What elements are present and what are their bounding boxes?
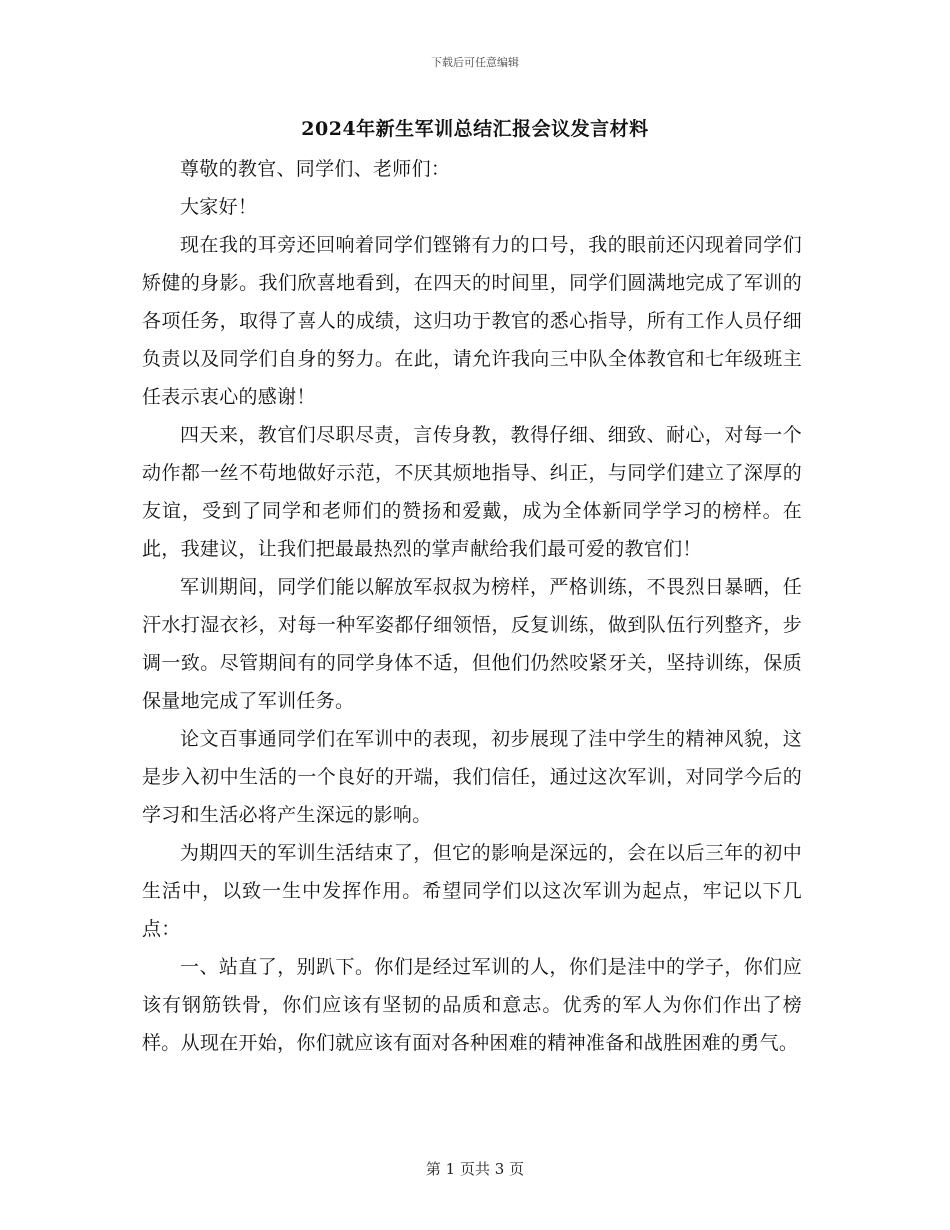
document-body	[142, 150, 802, 1062]
paragraph: 四天来，教官们尽职尽责，言传身教，教得仔细、细致、耐心，对每一个动作都一丝不苟地做好示范，不厌其烦地指导、纠正，与同学们建立了深厚的友谊，受到了同学和老师们的赞扬和爱戴，成为全体新同学学习的榜样。在此，我建议，让我们把最最热烈的掌声献给我们最可爱的教官们！	[142, 424, 802, 560]
paragraph-greeting: 大家好！	[180, 196, 258, 218]
paragraph-salutation: 尊敬的教官、同学们、老师们：	[180, 158, 451, 180]
paragraph: 为期四天的军训生活结束了，但它的影响是深远的，会在以后三年的初中生活中，以致一生中发挥作用。希望同学们以这次军训为起点，牢记以下几点：	[142, 842, 802, 940]
paragraph: 军训期间，同学们能以解放军叔叔为榜样，严格训练，不畏烈日暴晒，任汗水打湿衣衫，对每一种军姿都仔细领悟，反复训练，做到队伍行列整齐，步调一致。尽管期间有的同学身体不适，但他们仍然咬紧牙关，坚持训练，保质保量地完成了军训任务。	[142, 576, 802, 712]
document-title: 2024年新生军训总结汇报会议发言材料	[301, 118, 649, 140]
paragraph: 现在我的耳旁还回响着同学们铿锵有力的口号，我的眼前还闪现着同学们矫健的身影。我们欣喜地看到，在四天的时间里，同学们圆满地完成了军训的各项任务，取得了喜人的成绩，这归功于教官的悉心指导，所有工作人员仔细负责以及同学们自身的努力。在此，请允许我向三中队全体教官和七年级班主任表示衷心的感谢！	[142, 234, 802, 408]
page-number: 第 1 页共 3 页	[425, 1160, 525, 1178]
paragraph: 一、站直了，别趴下。你们是经过军训的人，你们是洼中的学子，你们应该有钢筋铁骨，你们应该有坚韧的品质和意志。优秀的军人为你们作出了榜样。从现在开始，你们就应该有面对各种困难的精神准备和战胜困难的勇气。	[142, 956, 802, 1054]
paragraph: 论文百事通同学们在军训中的表现，初步展现了洼中学生的精神风貌，这是步入初中生活的一个良好的开端，我们信任，通过这次军训，对同学今后的学习和生活必将产生深远的影响。	[142, 728, 802, 826]
header-note: 下载后可任意编辑	[431, 56, 519, 69]
